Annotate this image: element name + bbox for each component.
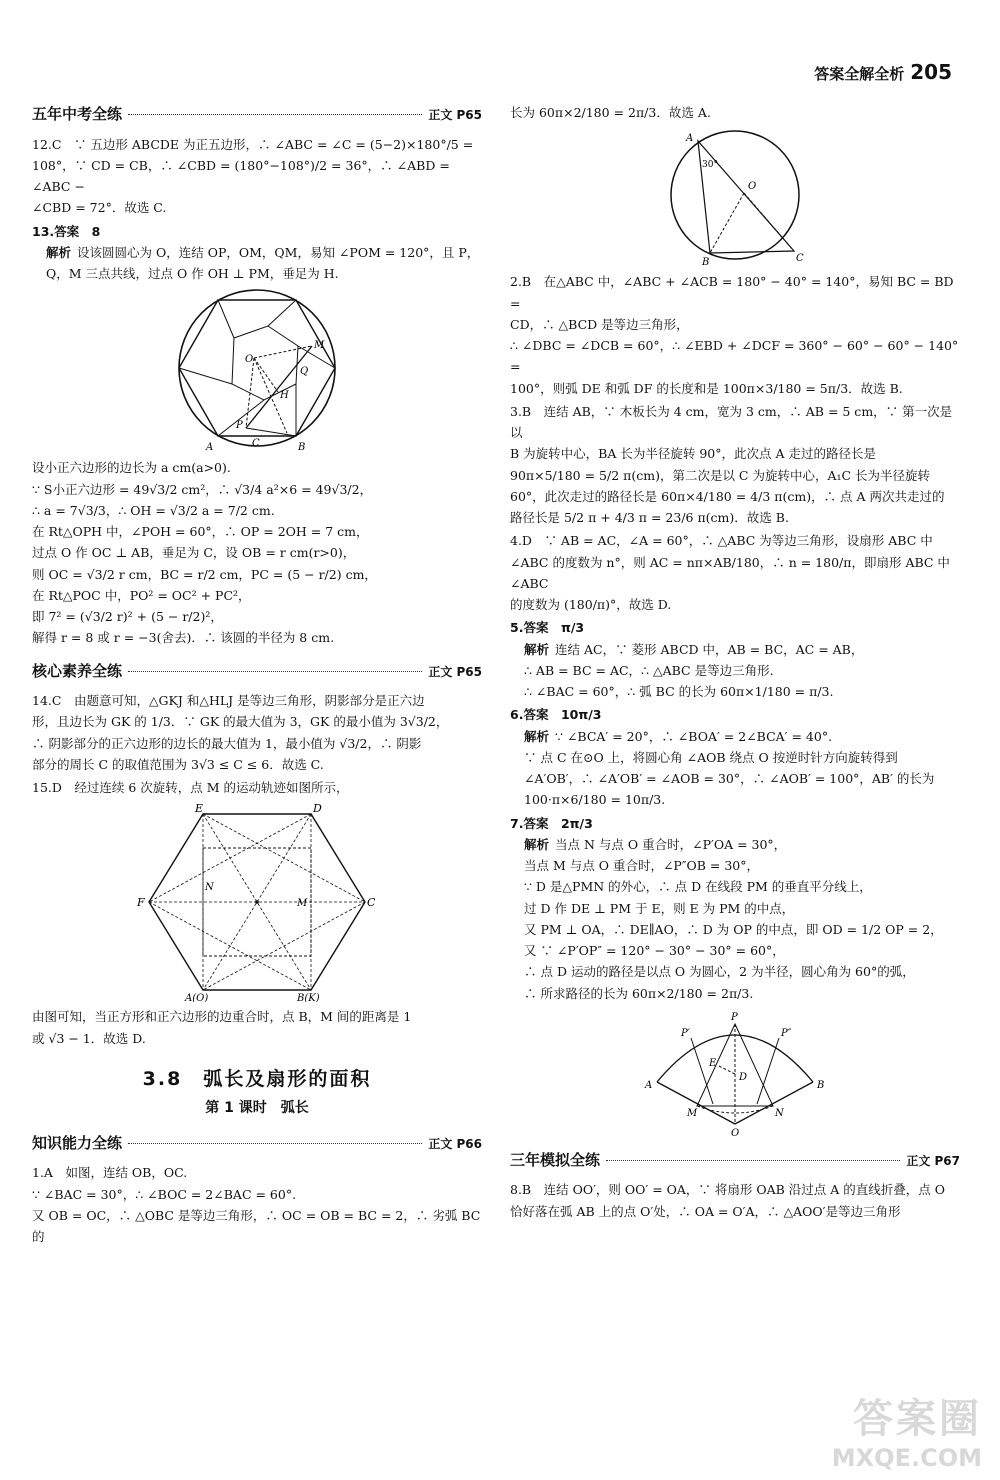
text-line: ∵ S小正六边形 = 49√3/2 cm²，∴ √3/4 a²×6 = 49√3/2， — [32, 481, 373, 497]
label-M: M — [687, 1107, 698, 1119]
label-B: B — [702, 257, 710, 268]
figure-hexagon-circle — [172, 288, 342, 453]
chapter-heading — [32, 1063, 482, 1121]
analysis-label: 解析 — [524, 836, 550, 852]
label-D: D — [739, 1071, 748, 1083]
text-line: 长为 60π×2/180 = 2π/3．故选 A. — [510, 105, 711, 120]
answer-15 — [32, 777, 482, 798]
header-title: 答案全解全析 — [814, 65, 905, 83]
text-line: 过 D 作 DE ⊥ PM 于 E，则 E 为 PM 的中点， — [524, 900, 795, 916]
answer-14 — [32, 690, 482, 775]
label-C: C — [796, 253, 804, 265]
text-line: 14.C 由题意可知，△GKJ 和△HLJ 是等边三角形，阴影部分是正六边 — [32, 693, 425, 708]
text-line: B 为旋转中心，BA 长为半径旋转 90°，此次点 A 走过的路径长是 — [510, 446, 876, 462]
text-line: 设小正六边形的边长为 a cm(a>0). — [32, 460, 231, 476]
text-line: ∴ 阴影部分的正六边形的边长的最大值为 1，最小值为 √3/2，∴ 阴影 — [32, 735, 422, 751]
label-M: M — [297, 898, 308, 910]
label-H: H — [280, 390, 289, 402]
chapter-title: 3.8 弧长及扇形的面积 — [142, 1067, 372, 1090]
label-P-double-prime: P″ — [781, 1027, 792, 1039]
text-line: ∵ D 是△PMN 的外心，∴ 点 D 在线段 PM 的垂直平分线上， — [524, 879, 872, 895]
answer-head: 6.答案 10π/3 — [510, 707, 602, 723]
text-line: 1.A 如图，连结 OB，OC. — [32, 1165, 188, 1181]
text-line: 则 OC = √3/2 r cm，BC = r/2 cm，PC = (5 − r/2) cm， — [32, 566, 377, 582]
label-E: E — [709, 1057, 717, 1069]
answer-6 — [510, 704, 960, 810]
dot-leader — [128, 1143, 422, 1144]
label-A: A — [206, 442, 214, 454]
label-E: E — [195, 802, 204, 816]
section-title: 核心素养全练 — [32, 661, 123, 680]
answer-15-cont — [32, 1006, 482, 1049]
text-line: 60°，此次走过的路径长是 60π×4/180 = 4/3 π(cm)，∴ 点 A 两次共走过的 — [510, 488, 945, 504]
text-line: CD，∴ △BCD 是等边三角形， — [510, 316, 689, 332]
text-line: 又 OB = OC，∴ △OBC 是等边三角形，∴ OC = OB = BC = 2，∴ 劣弧 BC 的 — [32, 1207, 481, 1245]
label-O: O — [748, 181, 757, 193]
label-O: O — [245, 354, 254, 366]
text-line: 设该圆圆心为 O，连结 OP，OM，QM，易知 ∠POM = 120°，且 P， — [77, 244, 480, 260]
text-line: ∴ AB = BC = AC，∴ △ABC 是等边三角形. — [524, 662, 774, 678]
text-line: 当点 M 与点 O 重合时，∠P″OB = 30°， — [524, 858, 760, 873]
text-line: ∴ a = 7√3/3，∴ OH = √3/2 a = 7/2 cm. — [32, 502, 275, 518]
text-line: 的度数为 (180/π)°，故选 D. — [510, 597, 672, 612]
right-column — [510, 100, 960, 1224]
label-N: N — [205, 882, 214, 894]
text-line: ∵ ∠BAC = 30°，∴ ∠BOC = 2∠BAC = 60°. — [32, 1186, 297, 1202]
text-line: 路径长是 5/2 π + 4/3 π = 23/6 π(cm)．故选 B. — [510, 510, 789, 525]
label-B: B — [817, 1079, 825, 1091]
text-line: ∠A′OB′，∴ ∠A′OB′ = ∠AOB = 30°，∴ ∠AOB′ = 100°，AB′ 的长为 — [524, 771, 935, 786]
text-line: 90π×5/180 = 5/2 π(cm)，第二次是以 C 为旋转中心，A₁C 长为半径旋转 — [510, 467, 931, 483]
text-line: 形，且边长为 GK 的 1/3．∵ GK 的最大值为 3，GK 的最小值为 3√3/2， — [32, 714, 449, 730]
dot-leader — [128, 114, 422, 115]
section-title: 三年模拟全练 — [510, 1150, 601, 1169]
label-Q: Q — [300, 366, 309, 378]
watermark — [832, 1387, 982, 1472]
text-line: ∵ 点 C 在⊙O 上，将圆心角 ∠AOB 绕点 O 按逆时针方向旋转得到 — [524, 749, 898, 765]
text-line: ∴ ∠BAC = 60°，∴ 弧 BC 的长为 60π×1/180 = π/3. — [524, 684, 834, 699]
text-line: 3.B 连结 AB，∵ 木板长为 4 cm，宽为 3 cm，∴ AB = 5 cm，∵ 第一次是以 — [510, 403, 953, 440]
analysis-label: 解析 — [46, 244, 72, 260]
text-line: ∴ 点 D 运动的路径是以点 O 为圆心，2 为半径，圆心角为 60°的弧， — [524, 964, 915, 980]
dot-leader — [606, 1160, 900, 1161]
section-title: 五年中考全练 — [32, 105, 123, 123]
label-A: A — [686, 133, 694, 145]
page-number: 205 — [910, 60, 952, 84]
text-line: ∠CBD = 72°．故选 C. — [32, 200, 167, 216]
text-line: ∵ ∠BCA′ = 20°，∴ ∠BOA′ = 2∠BCA′ = 40°. — [555, 728, 833, 744]
label-P-prime: P′ — [681, 1027, 690, 1039]
label-A: A(O) — [185, 993, 209, 1003]
answer-3 — [510, 401, 960, 529]
text-line: 2.B 在△ABC 中，∠ABC + ∠ACB = 180° − 40° = 140°，易知 BC = BD = — [510, 274, 954, 311]
text-line: 在 Rt△OPH 中，∠POH = 60°，∴ OP = 2OH = 7 cm， — [32, 524, 369, 539]
answer-12 — [32, 134, 482, 219]
label-F: F — [137, 896, 145, 910]
answer-13-cont — [32, 457, 482, 648]
chapter-subtitle: 第 1 课时 弧长 — [205, 1100, 309, 1117]
answer-1 — [32, 1162, 482, 1247]
label-N: N — [775, 1107, 784, 1119]
section-header — [510, 1148, 960, 1174]
section-title: 知识能力全练 — [32, 1133, 123, 1152]
section-header — [32, 102, 482, 128]
answer-13 — [32, 221, 482, 285]
text-line: 在 Rt△POC 中，PO² = OC² + PC²， — [32, 587, 251, 603]
section-ref: 正文 P65 — [428, 108, 482, 122]
label-B: B(K) — [297, 993, 320, 1003]
analysis-label: 解析 — [524, 728, 550, 744]
answer-4 — [510, 530, 960, 615]
text-line: 由图可知，当正方形和正六边形的边重合时，点 B，M 间的距离是 1 — [32, 1009, 412, 1025]
text-line: 又 PM ⊥ OA，∴ DE∥AO，∴ D 为 OP 的中点，即 OD = 1/2 OP = 2， — [524, 921, 943, 937]
text-line: 部分的周长 C 的取值范围为 3√3 ≤ C ≤ 6．故选 C. — [32, 756, 324, 772]
watermark-text: 答案圈 — [853, 1396, 982, 1442]
figure-sector-path — [635, 1008, 835, 1138]
left-column — [32, 92, 482, 1249]
text-line: Q，M 三点共线，过点 O 作 OH ⊥ PM，垂足为 H. — [46, 266, 339, 281]
answer-8 — [510, 1179, 960, 1222]
label-O: O — [731, 1127, 740, 1138]
label-C: C — [252, 438, 260, 450]
text-line: 8.B 连结 OO′，则 OO′ = OA，∵ 将扇形 OAB 沿过点 A 的直线折叠，点 O — [510, 1182, 945, 1198]
label-M: M — [314, 340, 325, 352]
text-line: ∠ABC 的度数为 n°，则 AC = nπ×AB/180，∴ n = 180/π，即扇形 ABC 中 ∠ABC — [510, 554, 950, 591]
answer-7 — [510, 813, 960, 1004]
text-line: ∴ ∠DBC = ∠DCB = 60°，∴ ∠EBD + ∠DCF = 360° − 60° − 60° − 140° = — [510, 338, 959, 375]
label-P: P — [236, 420, 243, 432]
page-header — [814, 60, 952, 84]
text-line: 15.D 经过连续 6 次旋转，点 M 的运动轨迹如图所示， — [32, 780, 349, 795]
text-line: 108°，∵ CD = CB，∴ ∠CBD = (180°−108°)/2 = 36°，∴ ∠ABD = ∠ABC − — [32, 157, 450, 194]
section-ref: 正文 P65 — [428, 664, 482, 679]
label-C: C — [367, 896, 376, 910]
label-angle: 30° — [702, 160, 718, 171]
section-header — [32, 659, 482, 685]
label-P: P — [731, 1011, 738, 1023]
analysis-label: 解析 — [524, 641, 550, 657]
text-line: 又 ∵ ∠P′OP″ = 120° − 30° − 30° = 60°， — [524, 943, 785, 958]
answer-head: 7.答案 2π/3 — [510, 815, 593, 831]
figure-circle-triangle — [660, 127, 810, 267]
text-line: 100·π×6/180 = 10π/3. — [524, 792, 666, 808]
text-line: 恰好落在弧 AB 上的点 O′处，∴ OA = O′A，∴ △AOO′是等边三角形 — [510, 1203, 901, 1219]
section-ref: 正文 P66 — [428, 1136, 482, 1151]
watermark-url: MXQE.COM — [831, 1444, 982, 1472]
section-ref: 正文 P67 — [906, 1153, 960, 1168]
label-A: A — [645, 1079, 653, 1091]
text-line: 过点 O 作 OC ⊥ AB，垂足为 C，设 OB = r cm(r>0)， — [32, 545, 356, 561]
figure-hexagon-trajectory — [137, 802, 377, 1002]
answer-1-cont — [510, 102, 960, 123]
answer-2 — [510, 271, 960, 399]
text-line: 100°，则弧 DE 和弧 DF 的长度和是 100π×3/180 = 5π/3．故选 B. — [510, 380, 903, 396]
text-line: 12.C ∵ 五边形 ABCDE 为正五边形，∴ ∠ABC = ∠C = (5−2)×180°/5 = — [32, 136, 474, 152]
dot-leader — [128, 671, 422, 672]
text-line: ∴ 所求路径的长为 60π×2/180 = 2π/3. — [524, 985, 754, 1001]
text-line: 连结 AC，∵ 菱形 ABCD 中，AB = BC，AC = AB， — [555, 641, 864, 657]
text-line: 当点 N 与点 O 重合时，∠P′OA = 30°， — [555, 836, 787, 852]
answer-head: 13.答案 8 — [32, 223, 101, 239]
text-line: 4.D ∵ AB = AC，∠A = 60°，∴ △ABC 为等边三角形，设扇形 ABC 中 — [510, 533, 933, 549]
text-line: 解得 r = 8 或 r = −3(舍去)．∴ 该圆的半径为 8 cm. — [32, 630, 335, 646]
text-line: 即 7² = (√3/2 r)² + (5 − r/2)²， — [32, 609, 223, 624]
answer-5 — [510, 617, 960, 702]
section-header — [32, 1131, 482, 1157]
label-D: D — [313, 802, 322, 816]
text-line: 或 √3 − 1．故选 D. — [32, 1030, 146, 1046]
answer-head: 5.答案 π/3 — [510, 620, 585, 636]
label-B: B — [298, 442, 306, 454]
